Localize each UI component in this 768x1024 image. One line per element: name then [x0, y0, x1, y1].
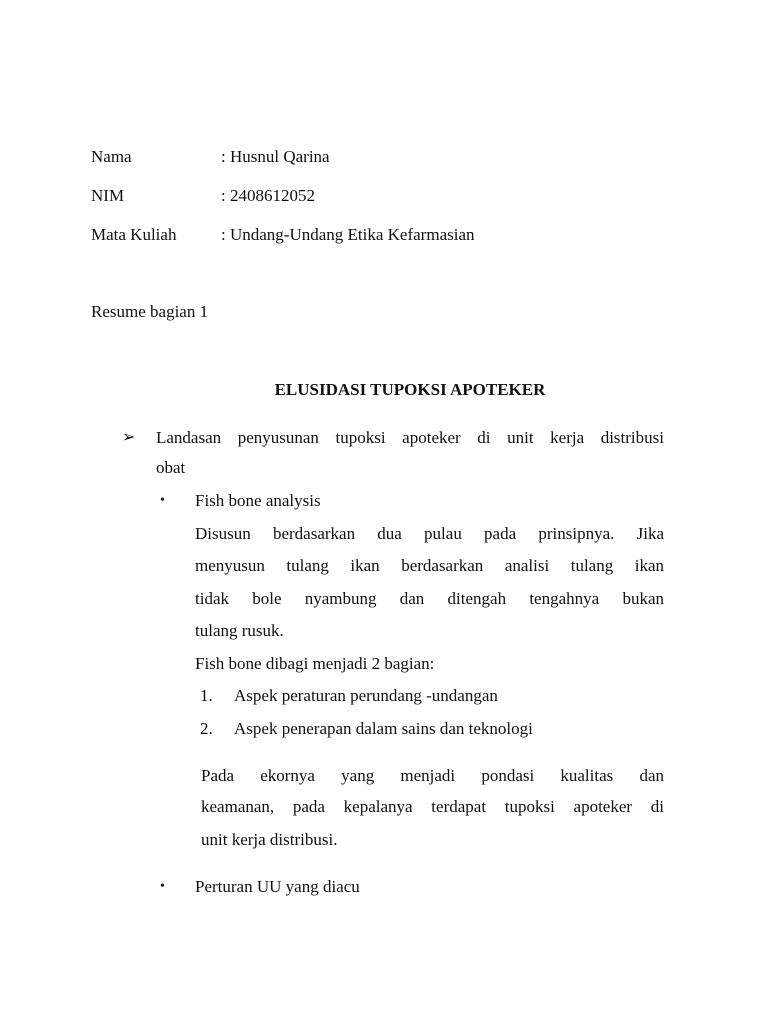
- list-item-number: 2.: [200, 719, 213, 738]
- course-label: Mata Kuliah: [91, 225, 177, 244]
- paragraph3-line1: Pada ekornya yang menjadi pondasi kualitas dan: [201, 766, 664, 785]
- nim-label: NIM: [91, 186, 125, 205]
- document-title: ELUSIDASI TUPOKSI APOTEKER: [274, 380, 546, 399]
- arrow-bullet-icon: ➢: [122, 429, 136, 446]
- list-item-number: 1.: [200, 686, 213, 705]
- list-item-text: Aspek peraturan perundang -undangan: [234, 686, 498, 705]
- course-value: : Undang-Undang Etika Kefarmasian: [221, 225, 475, 244]
- name-label: Nama: [91, 147, 132, 166]
- paragraph1-line3: tidak bole nyambung dan ditengah tengahnya bukan: [195, 589, 664, 608]
- bullet-dot-icon: •: [160, 493, 165, 508]
- name-value: : Husnul Qarina: [221, 147, 330, 166]
- paragraph1-line2: menyusun tulang ikan berdasarkan analisi tulang ikan: [195, 556, 664, 575]
- bullet2-heading: Perturan UU yang diacu: [195, 877, 360, 896]
- paragraph1-line4: tulang rusuk.: [195, 621, 284, 640]
- paragraph3-line2: keamanan, pada kepalanya terdapat tupoksi apoteker di: [201, 797, 664, 816]
- section1-line1: Landasan penyusunan tupoksi apoteker di unit kerja distribusi: [156, 428, 664, 447]
- paragraph1-line1: Disusun berdasarkan dua pulau pada prinsipnya. Jika: [195, 524, 664, 543]
- section1-line2: obat: [156, 458, 186, 477]
- resume-label: Resume bagian 1: [91, 302, 209, 321]
- list-item-text: Aspek penerapan dalam sains dan teknologi: [234, 719, 533, 738]
- bullet1-heading: Fish bone analysis: [195, 491, 321, 510]
- bullet-dot-icon: •: [160, 879, 165, 894]
- paragraph2: Fish bone dibagi menjadi 2 bagian:: [195, 654, 435, 673]
- paragraph3-line3: unit kerja distribusi.: [201, 830, 338, 849]
- nim-value: : 2408612052: [221, 186, 315, 205]
